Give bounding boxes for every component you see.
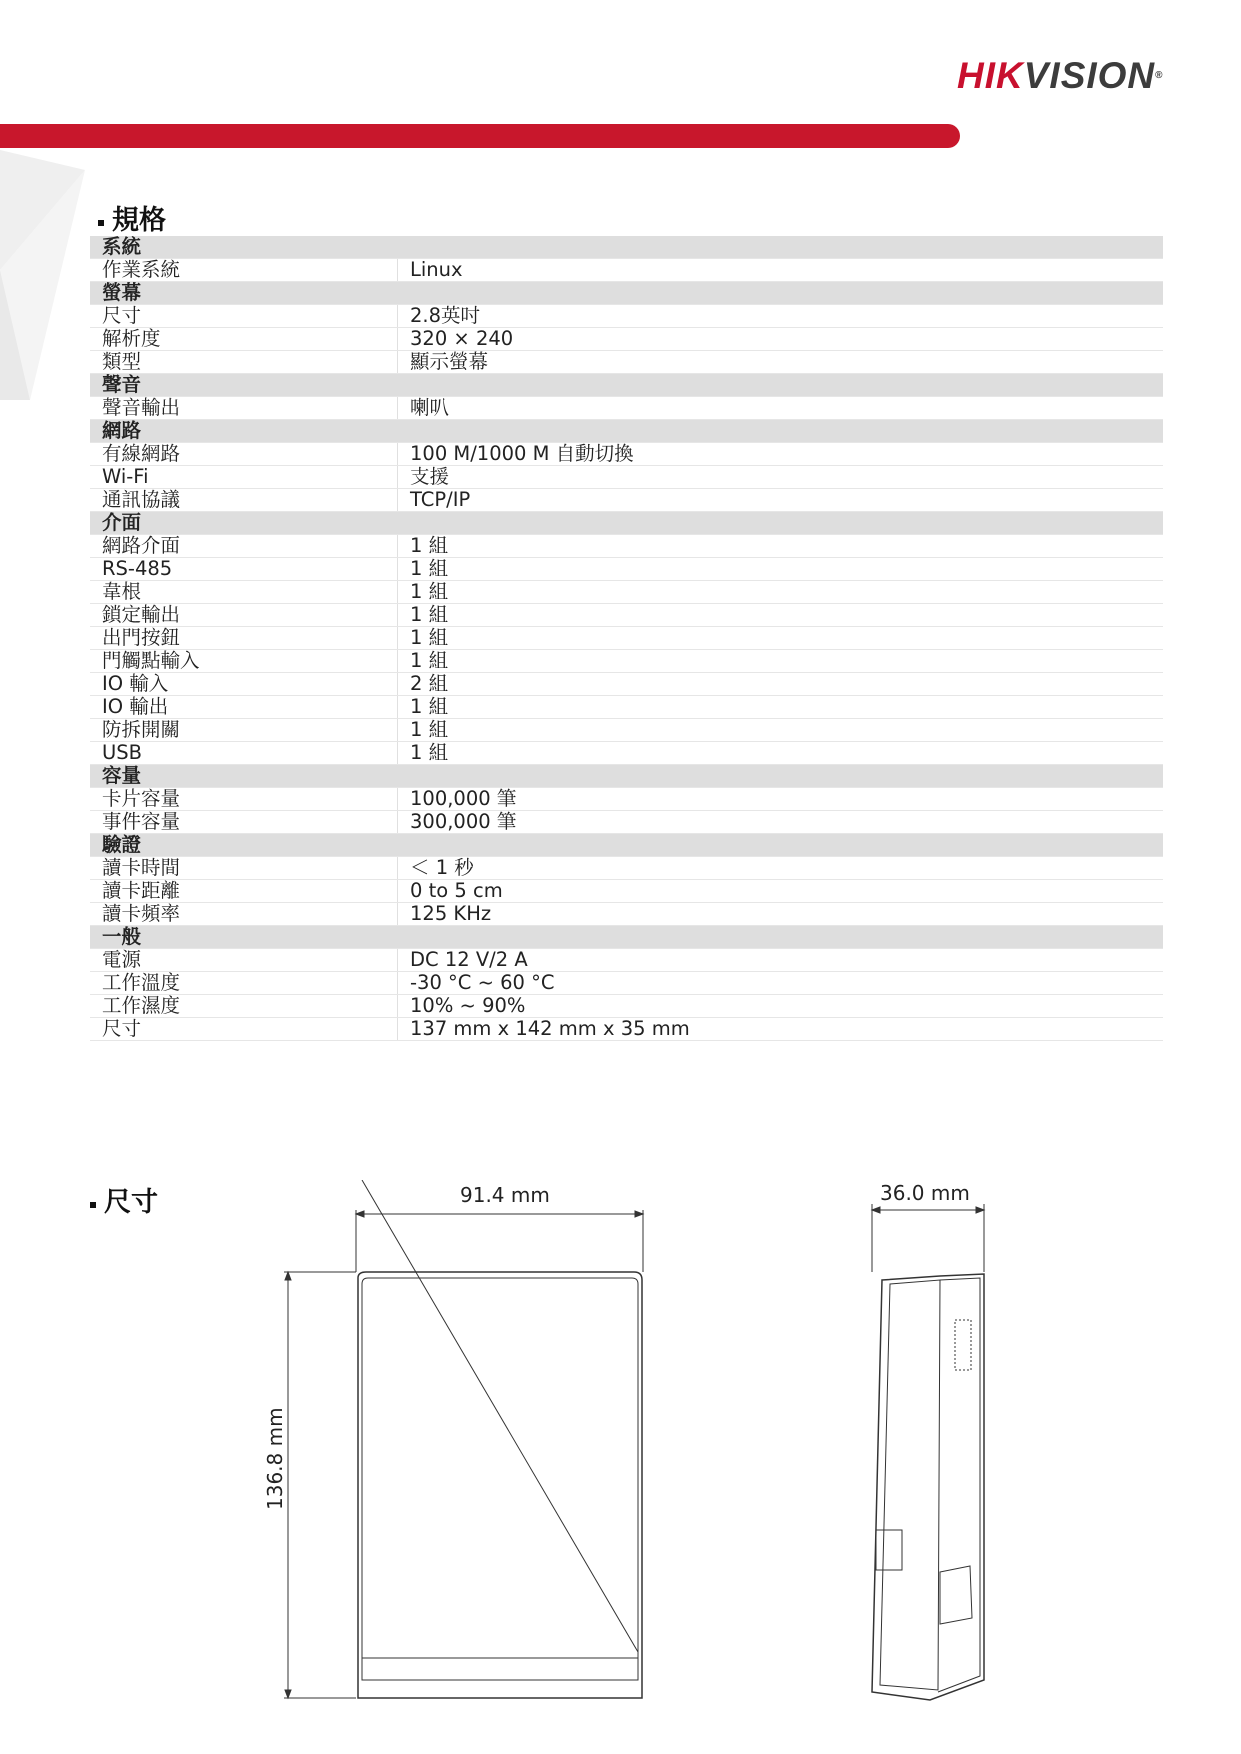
spec-value: 2 組 bbox=[398, 673, 1164, 696]
spec-label: 讀卡距離 bbox=[90, 880, 398, 903]
spec-row bbox=[90, 949, 1163, 972]
spec-value: 0 to 5 cm bbox=[398, 880, 1164, 903]
spec-value: Linux bbox=[398, 259, 1164, 282]
spec-category-label: 網路 bbox=[90, 420, 398, 443]
spec-value bbox=[398, 834, 1164, 857]
spec-label: 事件容量 bbox=[90, 811, 398, 834]
spec-category-row bbox=[90, 834, 1163, 857]
front-view-outline bbox=[358, 1272, 642, 1698]
spec-label: USB bbox=[90, 742, 398, 765]
logo-part-vision: VISION bbox=[1023, 55, 1156, 96]
spec-label: 讀卡時間 bbox=[90, 857, 398, 880]
spec-value: 1 組 bbox=[398, 719, 1164, 742]
spec-row bbox=[90, 903, 1163, 926]
spec-category-row bbox=[90, 512, 1163, 535]
front-view-panel bbox=[362, 1278, 638, 1680]
spec-label: 聲音輸出 bbox=[90, 397, 398, 420]
spec-row bbox=[90, 811, 1163, 834]
spec-label: 工作溫度 bbox=[90, 972, 398, 995]
spec-value bbox=[398, 765, 1164, 788]
arrow-right bbox=[976, 1207, 984, 1213]
spec-row bbox=[90, 466, 1163, 489]
dimension-drawing bbox=[0, 1180, 1241, 1754]
spec-row bbox=[90, 788, 1163, 811]
spec-category-row bbox=[90, 926, 1163, 949]
logo-part-hik: HIK bbox=[957, 55, 1024, 96]
dimension-title-text: 尺寸 bbox=[104, 1187, 158, 1218]
spec-label: 韋根 bbox=[90, 581, 398, 604]
spec-row bbox=[90, 535, 1163, 558]
spec-label: IO 輸出 bbox=[90, 696, 398, 719]
spec-value: TCP/IP bbox=[398, 489, 1164, 512]
side-view-front-face bbox=[880, 1280, 940, 1690]
spec-row bbox=[90, 673, 1163, 696]
spec-label: Wi-Fi bbox=[90, 466, 398, 489]
spec-row bbox=[90, 972, 1163, 995]
spec-category-row bbox=[90, 765, 1163, 788]
front-width-label: 91.4 mm bbox=[460, 1183, 550, 1207]
spec-row bbox=[90, 880, 1163, 903]
spec-value: 1 組 bbox=[398, 604, 1164, 627]
spec-category-label: 驗證 bbox=[90, 834, 398, 857]
spec-row bbox=[90, 604, 1163, 627]
spec-label: 工作濕度 bbox=[90, 995, 398, 1018]
side-view-usb-cover bbox=[940, 1566, 972, 1624]
spec-value: 顯示螢幕 bbox=[398, 351, 1164, 374]
spec-row bbox=[90, 627, 1163, 650]
spec-row bbox=[90, 397, 1163, 420]
spec-row bbox=[90, 1018, 1163, 1041]
spec-row bbox=[90, 259, 1163, 282]
spec-value bbox=[398, 420, 1164, 443]
spec-row bbox=[90, 995, 1163, 1018]
spec-label: 出門按鈕 bbox=[90, 627, 398, 650]
title-bullet bbox=[98, 220, 104, 226]
spec-value: 1 組 bbox=[398, 535, 1164, 558]
spec-value bbox=[398, 512, 1164, 535]
spec-row bbox=[90, 857, 1163, 880]
spec-row bbox=[90, 443, 1163, 466]
spec-value: 10% ~ 90% bbox=[398, 995, 1164, 1018]
spec-value: 100 M/1000 M 自動切換 bbox=[398, 443, 1164, 466]
spec-row bbox=[90, 696, 1163, 719]
spec-value: 喇叭 bbox=[398, 397, 1164, 420]
spec-category-row bbox=[90, 420, 1163, 443]
arrow-right bbox=[635, 1211, 643, 1217]
spec-value: 2.8英吋 bbox=[398, 305, 1164, 328]
spec-value bbox=[398, 926, 1164, 949]
spec-label: 類型 bbox=[90, 351, 398, 374]
front-height-label: 136.8 mm bbox=[263, 1407, 287, 1510]
spec-row bbox=[90, 351, 1163, 374]
spec-value bbox=[398, 282, 1164, 305]
arrow-left bbox=[356, 1211, 364, 1217]
spec-category-label: 一般 bbox=[90, 926, 398, 949]
spec-title-text: 規格 bbox=[112, 205, 166, 236]
spec-category-row bbox=[90, 282, 1163, 305]
arrow-left bbox=[872, 1207, 880, 1213]
hikvision-logo bbox=[957, 56, 1164, 96]
spec-category-label: 聲音 bbox=[90, 374, 398, 397]
spec-label: 卡片容量 bbox=[90, 788, 398, 811]
spec-label: 通訊協議 bbox=[90, 489, 398, 512]
spec-value: -30 °C ~ 60 °C bbox=[398, 972, 1164, 995]
spec-row bbox=[90, 742, 1163, 765]
arrow-down bbox=[285, 1690, 291, 1698]
spec-category-row bbox=[90, 374, 1163, 397]
spec-value: 1 組 bbox=[398, 742, 1164, 765]
spec-value: 1 組 bbox=[398, 696, 1164, 719]
spec-category-label: 螢幕 bbox=[90, 282, 398, 305]
spec-value: 1 組 bbox=[398, 627, 1164, 650]
spec-label: 有線網路 bbox=[90, 443, 398, 466]
arrow-up bbox=[285, 1272, 291, 1280]
spec-category-label: 系統 bbox=[90, 236, 398, 259]
spec-value: 125 KHz bbox=[398, 903, 1164, 926]
spec-value: 300,000 筆 bbox=[398, 811, 1164, 834]
spec-row bbox=[90, 650, 1163, 673]
spec-label: 網路介面 bbox=[90, 535, 398, 558]
spec-section-title bbox=[98, 198, 166, 237]
spec-label: 尺寸 bbox=[90, 305, 398, 328]
spec-value: 支援 bbox=[398, 466, 1164, 489]
spec-row bbox=[90, 558, 1163, 581]
spec-table bbox=[90, 236, 1163, 1041]
spec-label: 解析度 bbox=[90, 328, 398, 351]
spec-row bbox=[90, 489, 1163, 512]
spec-label: 作業系統 bbox=[90, 259, 398, 282]
side-depth-label: 36.0 mm bbox=[880, 1181, 970, 1205]
spec-value: ＜ 1 秒 bbox=[398, 857, 1164, 880]
decorative-triangles bbox=[0, 150, 90, 400]
spec-value: 1 組 bbox=[398, 581, 1164, 604]
header-red-bar bbox=[0, 124, 960, 148]
spec-row bbox=[90, 719, 1163, 742]
spec-label: 門觸點輸入 bbox=[90, 650, 398, 673]
logo-registered-mark: ® bbox=[1155, 70, 1164, 81]
spec-value: DC 12 V/2 A bbox=[398, 949, 1164, 972]
spec-table-body bbox=[90, 236, 1163, 1041]
side-view-button bbox=[876, 1530, 902, 1570]
spec-category-label: 容量 bbox=[90, 765, 398, 788]
spec-label: IO 輸入 bbox=[90, 673, 398, 696]
spec-value bbox=[398, 374, 1164, 397]
spec-label: 鎖定輸出 bbox=[90, 604, 398, 627]
spec-value: 1 組 bbox=[398, 650, 1164, 673]
spec-row bbox=[90, 581, 1163, 604]
spec-value: 137 mm x 142 mm x 35 mm bbox=[398, 1018, 1164, 1041]
spec-label: 尺寸 bbox=[90, 1018, 398, 1041]
spec-label: 電源 bbox=[90, 949, 398, 972]
spec-label: 防拆開關 bbox=[90, 719, 398, 742]
spec-label: RS-485 bbox=[90, 558, 398, 581]
spec-category-label: 介面 bbox=[90, 512, 398, 535]
spec-value: 100,000 筆 bbox=[398, 788, 1164, 811]
spec-value: 320 × 240 bbox=[398, 328, 1164, 351]
side-view-speaker-grille bbox=[955, 1320, 971, 1370]
spec-category-row bbox=[90, 236, 1163, 259]
spec-label: 讀卡頻率 bbox=[90, 903, 398, 926]
spec-value: 1 組 bbox=[398, 558, 1164, 581]
spec-row bbox=[90, 328, 1163, 351]
spec-value bbox=[398, 236, 1164, 259]
side-view-body bbox=[938, 1278, 980, 1692]
spec-row bbox=[90, 305, 1163, 328]
